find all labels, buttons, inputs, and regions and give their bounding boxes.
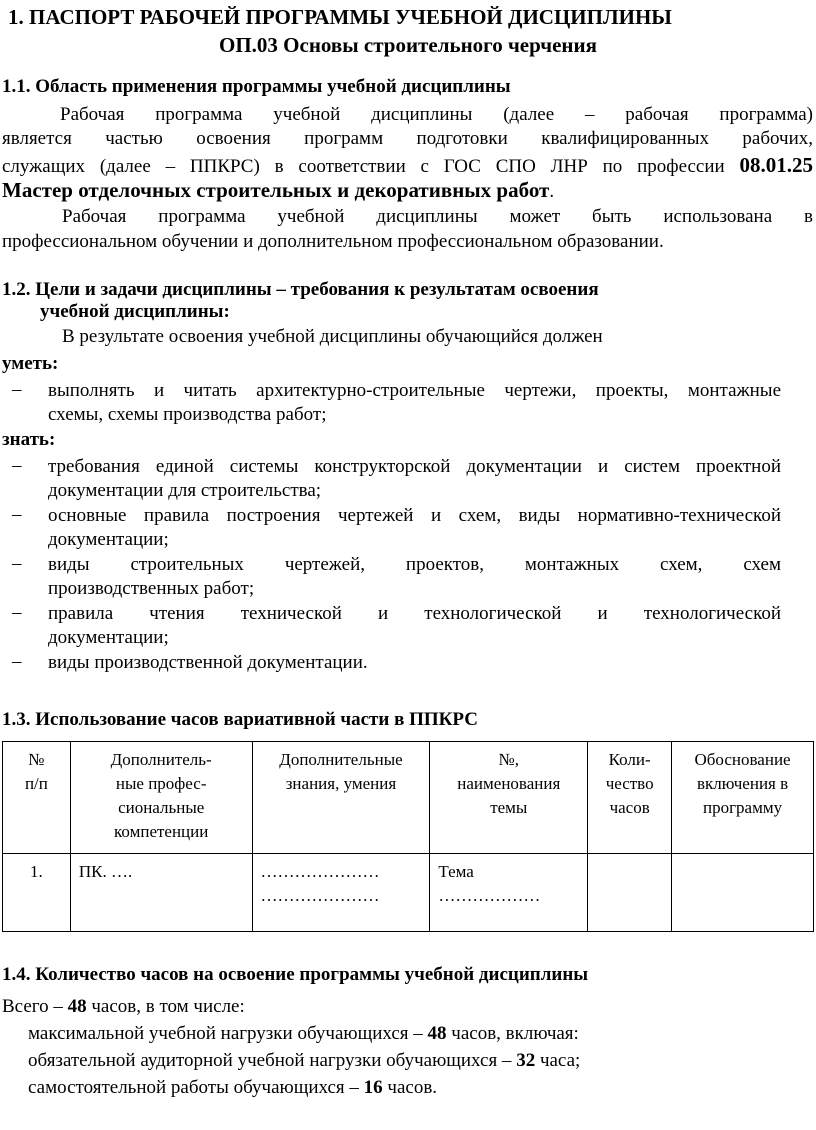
list-item: документации для строительства; [48, 480, 322, 501]
table-cell [672, 854, 814, 932]
table-cell: 1. [3, 854, 71, 932]
skills-label: уметь: [2, 353, 59, 374]
paragraph-line: Рабочая программа учебной дисциплины (далее – рабочая программа) [60, 104, 813, 125]
hours-auditorium: обязательной аудиторной учебной нагрузки обучающихся – 32 часа; [28, 1050, 581, 1071]
table-cell: ПК. …. [70, 854, 252, 932]
section-heading-1-1: 1.1. Область применения программы учебной дисциплины [2, 76, 511, 97]
list-item: основные правила построения чертежей и схем, виды нормативно-технической [48, 505, 781, 526]
column-header: №, наименования темы [430, 742, 588, 854]
paragraph-line: профессиональном обучении и дополнительном профессиональном образовании. [2, 231, 664, 252]
hours-self-study: самостоятельной работы обучающихся – 16 часов. [28, 1077, 438, 1098]
table-cell: ………………… ………………… [252, 854, 430, 932]
paragraph-text: служащих (далее – ППКРС) в соответствии с ГОС СПО ЛНР по профессии [2, 156, 740, 177]
paragraph-line: является частью освоения программ подготовки квалифицированных рабочих, [2, 128, 813, 149]
section-heading-1-4: 1.4. Количество часов на освоение программы учебной дисциплины [2, 964, 589, 985]
hours-max: максимальной учебной нагрузки обучающихся – 48 часов, включая: [28, 1023, 579, 1044]
variative-hours-table [2, 741, 814, 932]
column-header: Обоснование включения в программу [672, 742, 814, 854]
paragraph-line: В результате освоения учебной дисциплины обучающийся должен [62, 326, 603, 347]
list-item: выполнять и читать архитектурно-строительные чертежи, проекты, монтажные [48, 380, 781, 401]
table-cell: Тема ……………… [430, 854, 588, 932]
profession-code: 08.01.25 [739, 153, 813, 177]
table-cell [588, 854, 672, 932]
column-header: № п/п [3, 742, 71, 854]
list-bullet: – [12, 602, 22, 623]
list-item: виды производственной документации. [48, 652, 368, 673]
column-header: Коли- чество часов [588, 742, 672, 854]
paragraph-line [2, 178, 554, 204]
column-header: Дополнительные знания, умения [252, 742, 430, 854]
list-bullet: – [12, 455, 22, 476]
list-item: производственных работ; [48, 578, 255, 599]
list-item: виды строительных чертежей, проектов, монтажных схем, схем [48, 554, 781, 575]
list-item: схемы, схемы производства работ; [48, 404, 327, 425]
document-subtitle: ОП.03 Основы строительного черчения [219, 33, 597, 57]
list-bullet: – [12, 379, 22, 400]
hours-total: Всего – 48 часов, в том числе: [2, 996, 245, 1017]
list-bullet: – [12, 651, 22, 672]
section-heading-1-2-cont: учебной дисциплины: [40, 301, 230, 322]
knowledge-label: знать: [2, 429, 56, 450]
list-bullet: – [12, 504, 22, 525]
column-header: Дополнитель- ные профес- сиональные компетенции [70, 742, 252, 854]
document-title: 1. ПАСПОРТ РАБОЧЕЙ ПРОГРАММЫ УЧЕБНОЙ ДИСЦИПЛИНЫ [8, 5, 672, 29]
paragraph-text: . [549, 181, 555, 202]
paragraph-line [2, 153, 813, 179]
list-item: документации; [48, 627, 169, 648]
list-item: правила чтения технической и технологической и технологической [48, 603, 781, 624]
list-bullet: – [12, 553, 22, 574]
table-row [3, 854, 814, 932]
list-item: документации; [48, 529, 169, 550]
list-item: требования единой системы конструкторской документации и систем проектной [48, 456, 781, 477]
profession-name: Мастер отделочных строительных и декоративных работ [2, 178, 550, 202]
section-heading-1-3: 1.3. Использование часов вариативной части в ППКРС [2, 709, 478, 730]
paragraph-line: Рабочая программа учебной дисциплины может быть использована в [62, 206, 813, 227]
table-header-row [3, 742, 814, 854]
section-heading-1-2: 1.2. Цели и задачи дисциплины – требования к результатам освоения [2, 279, 599, 300]
